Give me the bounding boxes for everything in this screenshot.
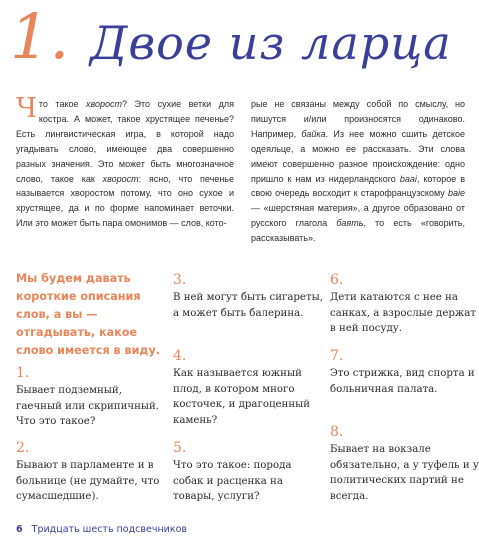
page-number: 6: [16, 524, 23, 535]
page-footer: [16, 524, 187, 535]
italic-term: байка: [301, 128, 326, 139]
italic-term: хворост: [102, 173, 139, 184]
text-run: то такое: [38, 99, 87, 109]
text-run: . Из нее можно сшить детское одеяльце, а можно ее рассказать. Эти слова имеют совершенно разное происхождение: одно пришло к нам из нидерландского: [251, 128, 465, 184]
question-text: В ней могут быть сигареты, а может быть балерина.: [173, 292, 323, 319]
intro-right-text: [251, 99, 465, 243]
question-6: [330, 272, 479, 337]
text-run: , то есть «говорить, рассказывать».: [251, 218, 465, 244]
question-number: 7.: [330, 348, 344, 364]
question-text: Как называется южный плод, в котором много косточек, и драгоценный камень?: [173, 368, 311, 426]
question-text: Дети катаются с нее на санках, а взрослые держат в ней посуду.: [330, 292, 476, 334]
text-run: рые не связаны между собой по смыслу, но пишутся и/или произносятся одинаково. Например,: [251, 99, 465, 139]
question-number: 4.: [173, 348, 187, 364]
question-number: 8.: [330, 424, 344, 440]
intro-left-text: [16, 93, 234, 229]
question-4: [173, 348, 323, 428]
question-number: 2.: [16, 440, 30, 456]
question-7: [330, 348, 479, 397]
italic-term: баять: [336, 218, 364, 229]
question-number: 6.: [330, 272, 344, 288]
question-8: [330, 424, 479, 504]
chapter-title: [4, 0, 474, 84]
question-text: Бывают в парламенте и в больнице (не думайте, что сумасшедшие).: [16, 460, 160, 502]
question-text: Это стрижка, вид спорта и больничная палата.: [330, 368, 475, 395]
book-title: Тридцать шесть подсвечников: [31, 524, 187, 535]
question-5: [173, 440, 323, 505]
question-number: 1.: [16, 365, 30, 381]
text-run: , которое в свою очередь восходит к старофранцузскому: [251, 173, 465, 199]
text-run: ? Это сухие ветки для костра. А может, такое хрустящее печенье? Есть лингвистическая игра, в которой надо угадывать слово, имеющее два совершенно разных значения. Это может быть многозначное слово, такое как: [16, 99, 234, 184]
intro-column-right: [251, 97, 465, 246]
italic-term: хворост: [86, 99, 123, 109]
question-text: Что это такое: порода собак и расценка на товары, услуги?: [173, 460, 292, 502]
question-1: [16, 365, 166, 430]
question-2: [16, 440, 166, 505]
drop-cap: Ч: [16, 93, 37, 124]
question-text: Бывает на вокзале обязательно, а у туфель и у политических партий не всегда.: [330, 444, 479, 502]
question-3: [173, 272, 323, 321]
text-run: — «шерстяная материя», а другое образовано от русского глагола: [251, 203, 465, 229]
intro-column-left: [16, 93, 234, 231]
chapter-number: 1.: [10, 0, 70, 73]
text-run: : ясно, что печенье называется хворостом потому, что оно сухое и хрустящее, да и по форме напоминает веточки. Или это может быть пара омонимов — слов, кото-: [16, 173, 234, 229]
chapter-title-text: Двое из ларца: [90, 16, 452, 70]
question-number: 3.: [173, 272, 187, 288]
italic-term: baie: [447, 188, 465, 199]
question-text: Бывает подземный, гаечный или скрипичный. Что это такое?: [16, 385, 160, 427]
italic-term: baai: [399, 173, 417, 184]
question-number: 5.: [173, 440, 187, 456]
instructions-heading: Мы будем давать короткие описания слов, а вы — отгадывать, какое слово имеется в виду.: [16, 272, 160, 357]
